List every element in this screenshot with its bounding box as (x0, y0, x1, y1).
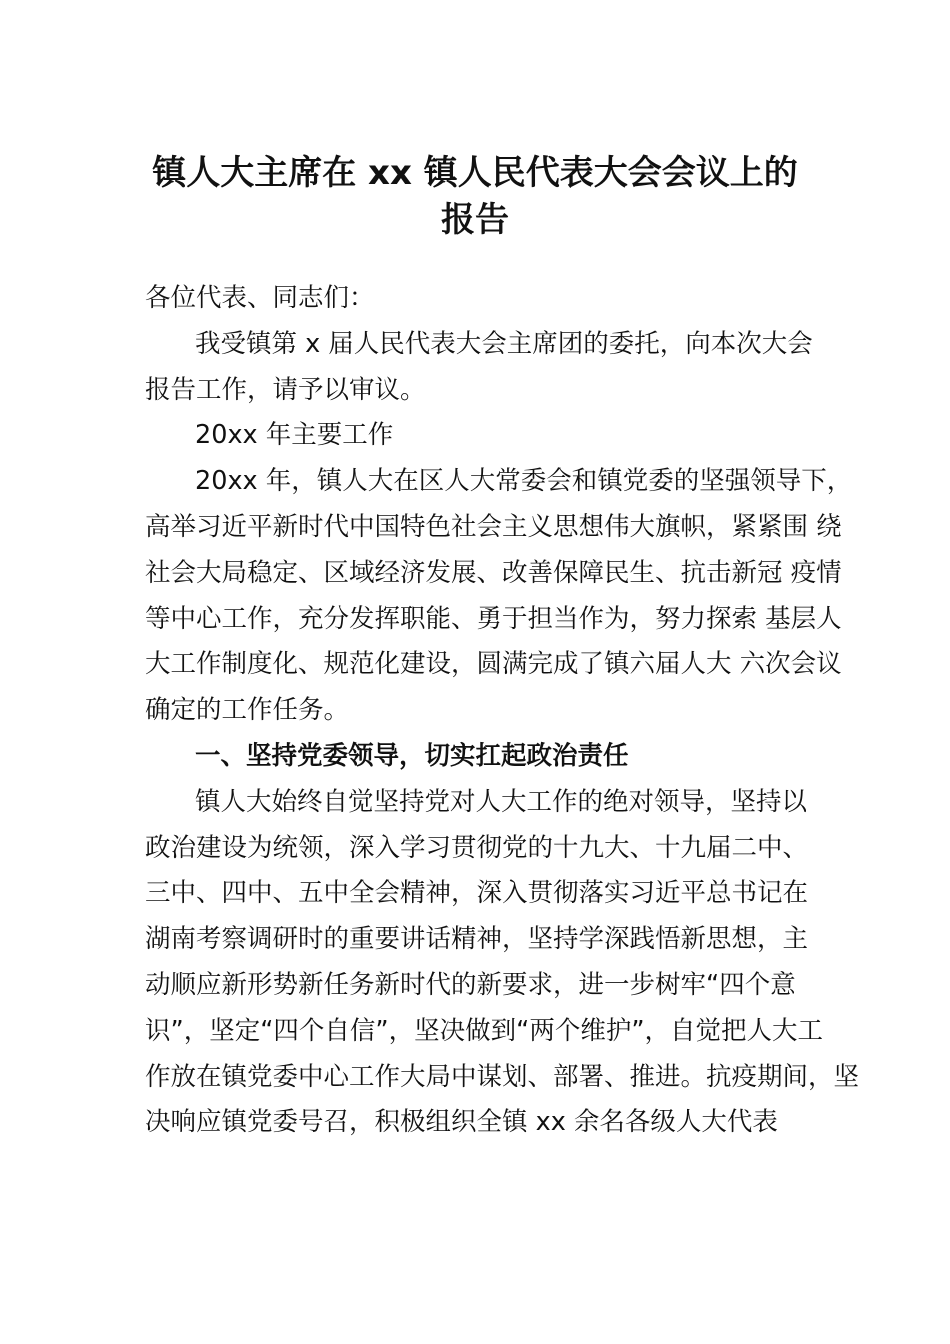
text-line: 作放在镇党委中心工作大局中谋划、部署、推进。抗疫期间，坚 (145, 1061, 860, 1092)
text-line: 决响应镇党委号召，积极组织全镇 xx 余名各级人大代表 (145, 1107, 778, 1138)
paragraph (145, 780, 860, 1146)
paragraph (145, 276, 845, 322)
section-heading (145, 734, 845, 780)
text-line: 识”，坚定“四个自信”，坚决做到“两个维护”，自觉把人大工 (145, 1015, 824, 1046)
paragraph (145, 413, 845, 459)
text-line: 各位代表、同志们： (145, 283, 375, 313)
paragraph (145, 322, 845, 414)
text-line: 三中、四中、五中全会精神，深入贯彻落实习近平总书记在 (145, 878, 809, 909)
text-line: 报告工作，请予以审议。 (145, 374, 426, 405)
title-line: 镇人大主席在 xx 镇人民代表大会会议上的 (152, 153, 798, 193)
text-line: 我受镇第 x 届人民代表大会主席团的委托，向本次大会 (195, 328, 813, 359)
text-line: 等中心工作，充分发挥职能、勇于担当作为，努力探索 基层人 (145, 603, 842, 634)
text-line: 大工作制度化、规范化建设，圆满完成了镇六届人大 六次会议 (145, 649, 842, 680)
text-line: 高举习近平新时代中国特色社会主义思想伟大旗帜，紧紧围 绕 (145, 511, 842, 542)
document-body (145, 276, 860, 1146)
text-line: 一、坚持党委领导，切实扛起政治责任 (195, 740, 629, 771)
text-line: 动顺应新形势新任务新时代的新要求，进一步树牢“四个意 (145, 969, 796, 1000)
paragraph (145, 459, 853, 734)
text-line: 社会大局稳定、区域经济发展、改善保障民生、抗击新冠 疫情 (145, 557, 842, 588)
text-line: 20xx 年主要工作 (195, 420, 394, 451)
document-title (0, 150, 950, 244)
text-line: 确定的工作任务。 (145, 695, 350, 726)
text-line: 湖南考察调研时的重要讲话精神，坚持学深践悟新思想，主 (145, 924, 809, 955)
text-line: 20xx 年，镇人大在区人大常委会和镇党委的坚强领导下， (195, 466, 853, 497)
title-line: 报告 (441, 200, 509, 240)
text-line: 政治建设为统领，深入学习贯彻党的十九大、十九届二中、 (145, 832, 809, 863)
text-line: 镇人大始终自觉坚持党对人大工作的绝对领导，坚持以 (195, 786, 808, 817)
